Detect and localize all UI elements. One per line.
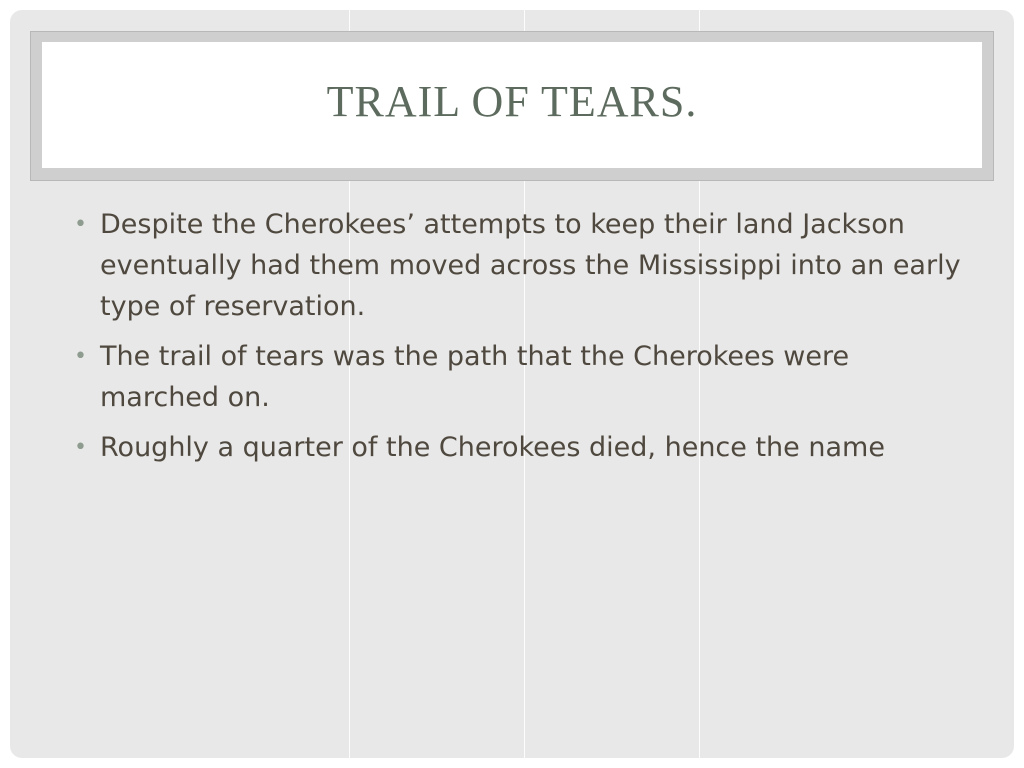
slide-title: TRAIL OF TEARS. [326,76,698,126]
bullet-dot-icon: • [74,344,87,369]
title-box [42,42,982,168]
bullet-list [68,204,968,477]
bullet-dot-icon: • [74,212,87,237]
bullet-text: The trail of tears was the path that the Cherokees were marched on. [100,341,850,413]
bullet-text: Despite the Cherokees’ attempts to keep their land Jackson eventually had them moved across the Mississippi into an early type of reservation. [100,209,961,322]
slide [10,10,1014,758]
bullet-item [68,336,968,418]
bullet-text: Roughly a quarter of the Cherokees died, hence the name [100,432,885,463]
bullet-item [68,204,968,327]
bullet-item [68,427,968,468]
title-frame [30,31,994,181]
bullet-dot-icon: • [74,435,87,460]
